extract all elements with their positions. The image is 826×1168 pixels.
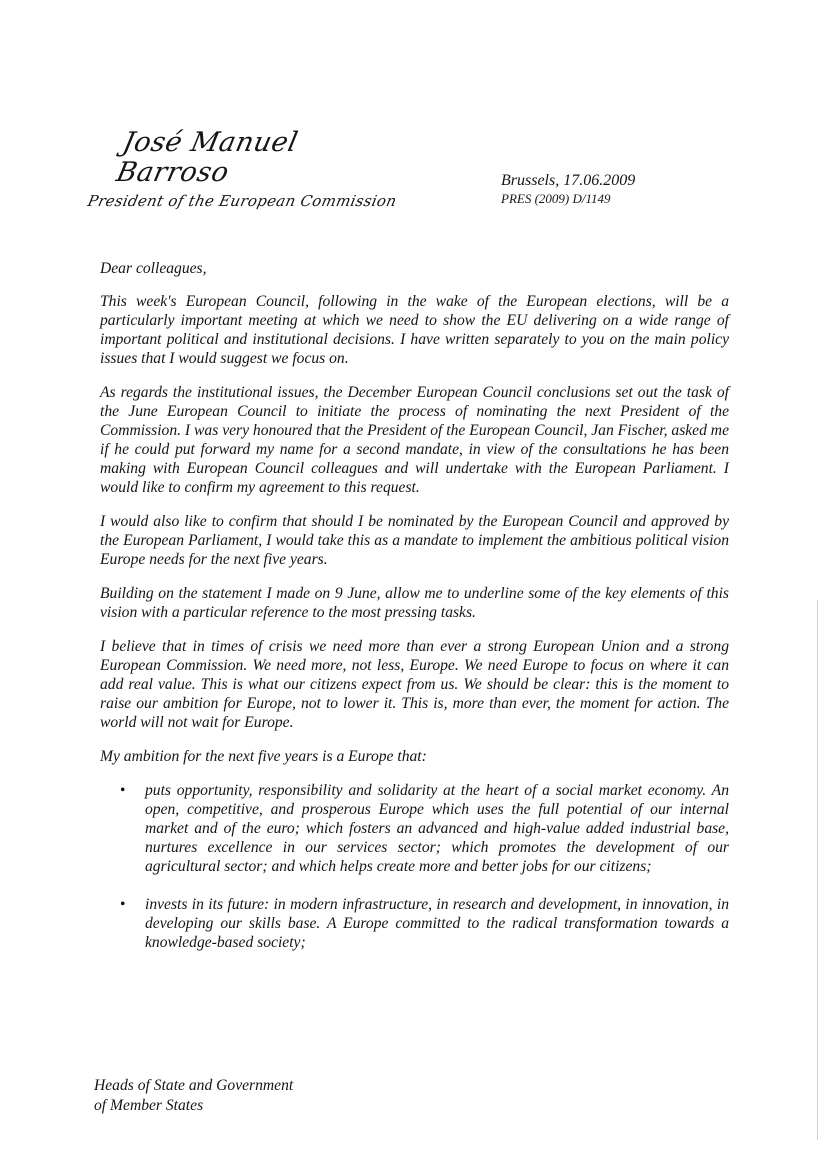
paragraph: This week's European Council, following in the wake of the European elections, will be a particularly important meeting at which we need to show the EU delivering on a wide range of important political and institutional decisions. I have written separately to you on the main policy issues that I would suggest we focus on. [100,293,729,367]
paragraph: I would also like to confirm that should I be nominated by the European Council and approved by the European Parliament, I would take this as a mandate to implement the ambitious political vision Europe needs for the next five years. [100,513,729,568]
paragraph: I believe that in times of crisis we need more than ever a strong European Union and a strong European Commission. We need more, not less, Europe. We need Europe to focus on where it can add real value. This is what our citizens expect from us. We should be clear: this is the moment to raise our ambition for Europe, not to lower it. This is, more than ever, the moment for action. The world will not wait for Europe. [100,638,729,731]
letter-body [100,259,729,971]
reference-block [501,171,635,207]
addressee-line: Heads of State and Government [94,1077,294,1094]
letterhead [86,128,406,210]
list-item-text: puts opportunity, responsibility and solidarity at the heart of a social market economy. An open, competitive, and prosperous Europe which uses the full potential of our internal market and of the euro; which fosters an advanced and high-value added industrial base, nurtures excellence in our services sector; which promotes the development of our agricultural sector; and which helps create more and better jobs for our citizens; [145,782,729,875]
reference-code: PRES (2009) D/1149 [501,191,611,206]
letterhead-signature-name: José Manuel Barroso [113,127,301,188]
paragraph: My ambition for the next five years is a Europe that: [100,748,427,765]
bullet-icon: • [120,782,126,799]
ambition-list [100,781,729,952]
addressee [94,1076,293,1116]
list-item-text: invests in its future: in modern infrastructure, in research and development, in innovation, in developing our skills base. A Europe committed to the radical transformation towards a knowledge-based society; [145,896,729,951]
list-item [100,781,729,876]
bullet-icon: • [120,896,126,913]
salutation: Dear colleagues, [100,260,207,277]
date-line: Brussels, 17.06.2009 [501,172,636,189]
scan-edge-line [817,600,818,1140]
letterhead-title: President of the European Commission [86,192,399,210]
paragraph: Building on the statement I made on 9 June, allow me to underline some of the key elements of this vision with a particular reference to the most pressing tasks. [100,585,729,621]
list-item [100,895,729,952]
addressee-line: of Member States [94,1097,204,1114]
paragraph: As regards the institutional issues, the December European Council conclusions set out the task of the June European Council to initiate the process of nominating the next President of the Commission. I was very honoured that the President of the European Council, Jan Fischer, asked me if he could put forward my name for a second mandate, in view of the consultations he has been making with European Council colleagues and will undertake with the European Parliament. I would like to confirm my agreement to this request. [100,384,729,496]
